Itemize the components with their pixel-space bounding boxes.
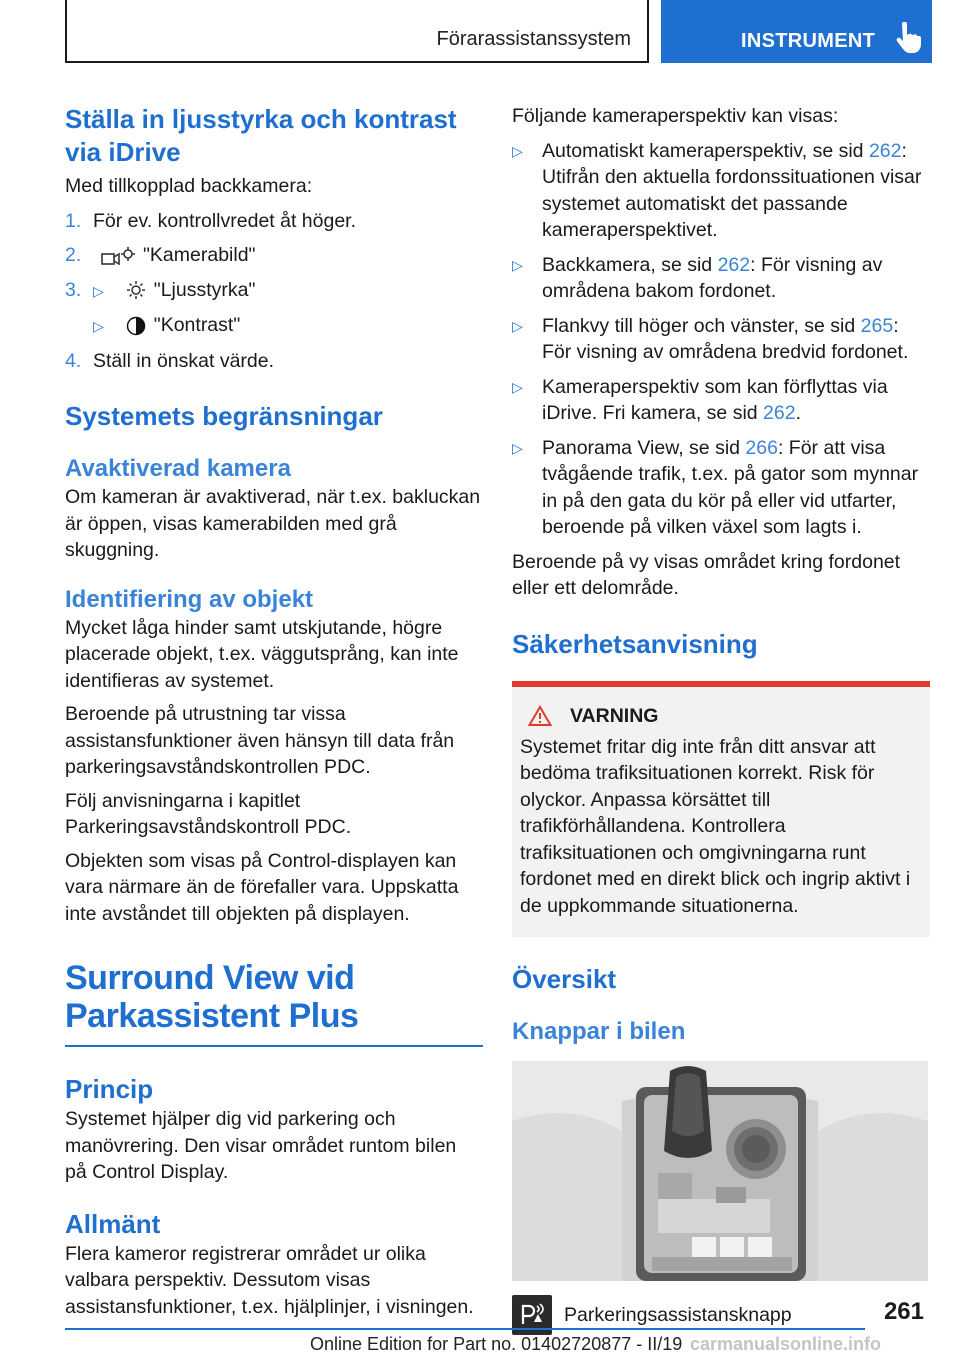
perspectives-list bbox=[512, 138, 930, 541]
bullet-triangle-icon: ▷ bbox=[512, 142, 523, 159]
heading-overview: Översikt bbox=[512, 964, 617, 994]
section-rule bbox=[65, 1045, 483, 1047]
step-item: 2. "Kamerabild" bbox=[65, 244, 256, 266]
list-item: ▷ Panorama View, se sid 266: För att visa tvågående trafik, t.ex. på gator som mynnar in på den gata du kör på eller vid utfarter, beroende på vilken växel som lagts i. bbox=[512, 436, 919, 538]
right-column bbox=[512, 103, 930, 1335]
step-item: 3. ▷ "Ljusstyrka" bbox=[65, 278, 256, 301]
center-console-photo bbox=[512, 1061, 928, 1281]
paragraph-detection-4: Objekten som visas på Control-displayen kan vara närmare än de förefaller vara. Uppskatta inte avståndet till objekten på displayen. bbox=[65, 849, 459, 925]
warning-title: VARNING bbox=[528, 705, 922, 728]
page-link[interactable]: 266 bbox=[745, 436, 778, 459]
page-link[interactable]: 262 bbox=[763, 402, 796, 424]
paragraph-principle: Systemet hjälper dig vid parkering och manövrering. Den visar området runtom bilen på Control Display. bbox=[65, 1108, 457, 1183]
pointing-hand-icon bbox=[893, 22, 921, 54]
bullet-triangle-icon: ▷ bbox=[512, 256, 523, 273]
heading-object-detection: Identifiering av objekt bbox=[65, 585, 314, 613]
bullet-triangle-icon: ▷ bbox=[512, 378, 523, 395]
paragraph-deactivated: Om kameran är avaktiverad, när t.ex. bakluckan är öppen, visas kamerabilden med grå skuggning. bbox=[65, 486, 481, 561]
page-number: 261 bbox=[883, 1298, 924, 1325]
list-item: ▷ Flankvy till höger och vänster, se sid 265: För visning av områdena bredvid fordonet. bbox=[512, 314, 909, 363]
perspectives-intro: Följande kameraperspektiv kan visas: bbox=[512, 105, 839, 127]
paragraph-detection-3: Följ anvisningarna i kapitlet Parkeringsavståndskontroll PDC. bbox=[65, 789, 352, 838]
step-item: ▷ "Kontrast" bbox=[93, 314, 241, 336]
list-item: ▷ Automatiskt kameraperspektiv, se sid 262: Utifrån den aktuella fordonssituationen visar systemet automatiskt det passande kameraperspektivet. bbox=[512, 139, 922, 241]
footer-rule bbox=[65, 1328, 865, 1330]
heading-safety: Säkerhetsanvisning bbox=[512, 628, 758, 659]
watermark: carmanualsonline.info bbox=[690, 1334, 882, 1354]
paragraph-detection-1: Mycket låga hinder samt utskjutande, högre placerade objekt, t.ex. väggutsprång, kan inte identifieras av systemet. bbox=[65, 616, 459, 692]
step-item: 1. För ev. kontrollvredet åt höger. bbox=[65, 209, 357, 232]
brightness-icon bbox=[126, 280, 146, 300]
step-item: 4. Ställ in önskat värde. bbox=[65, 349, 275, 372]
edition-text: Online Edition for Part no. 01402720877 - II/19 bbox=[310, 1334, 683, 1354]
heading-brightness-contrast: Ställa in ljusstyrka och kontrast via iDrive bbox=[65, 104, 457, 167]
page-link[interactable]: 265 bbox=[860, 314, 894, 337]
caption-text: Parkeringsassistansknapp bbox=[564, 1303, 792, 1326]
paragraph-general: Flera kameror registrerar området ur olika valbara perspektiv. Dessutom visas assistansfunktioner, t.ex. hjälplinjer, i visningen. bbox=[65, 1242, 474, 1318]
heading-surround-view: Surround View vid Parkassistent Plus bbox=[65, 959, 359, 1035]
heading-deactivated-camera: Avaktiverad kamera bbox=[65, 455, 291, 482]
heading-general: Allmänt bbox=[65, 1208, 161, 1239]
page-link[interactable]: 262 bbox=[868, 139, 902, 162]
page-link[interactable]: 262 bbox=[717, 253, 751, 276]
intro-text: Med tillkopplad backkamera: bbox=[65, 175, 313, 197]
left-column bbox=[65, 103, 483, 1320]
header-section-box bbox=[65, 0, 649, 63]
paragraph-detection-2: Beroende på utrustning tar vissa assistansfunktioner även hänsyn till data från parkeringsavståndskontrollen PDC. bbox=[65, 703, 455, 778]
camera-settings-icon bbox=[101, 245, 135, 267]
warning-triangle-icon bbox=[528, 705, 552, 727]
paragraph-view-area: Beroende på vy visas området kring fordonet eller ett delområde. bbox=[512, 550, 901, 599]
list-item: ▷ Backkamera, se sid 262: För visning av områdena bakom fordonet. bbox=[512, 253, 883, 302]
chapter-tab[interactable] bbox=[661, 0, 932, 63]
section-title: Förarassistanssystem bbox=[436, 28, 631, 50]
contrast-icon bbox=[126, 316, 146, 336]
warning-box bbox=[512, 681, 930, 938]
heading-principle: Princip bbox=[65, 1074, 154, 1104]
bullet-triangle-icon: ▷ bbox=[512, 439, 523, 456]
heading-buttons-in-car: Knappar i bilen bbox=[512, 1018, 686, 1045]
bullet-triangle-icon: ▷ bbox=[512, 317, 523, 334]
steps-list bbox=[65, 208, 483, 375]
list-item: ▷ Kameraperspektiv som kan förflyttas via iDrive. Fri kamera, se sid 262. bbox=[512, 375, 888, 424]
heading-limitations: Systemets begränsningar bbox=[65, 401, 383, 431]
warning-text: Systemet fritar dig inte från ditt ansvar att bedöma trafiksituationen korrekt. Risk för olyckor. Anpassa körsättet till trafikförhållandena. Kontrollera trafiksituationen och omgivningarna runt fordonet med en direkt blick och ingrip aktivt i de uppkommande situationerna. bbox=[520, 735, 911, 917]
chapter-label: INSTRUMENT bbox=[741, 30, 876, 52]
center-console-illustration bbox=[512, 1061, 928, 1281]
